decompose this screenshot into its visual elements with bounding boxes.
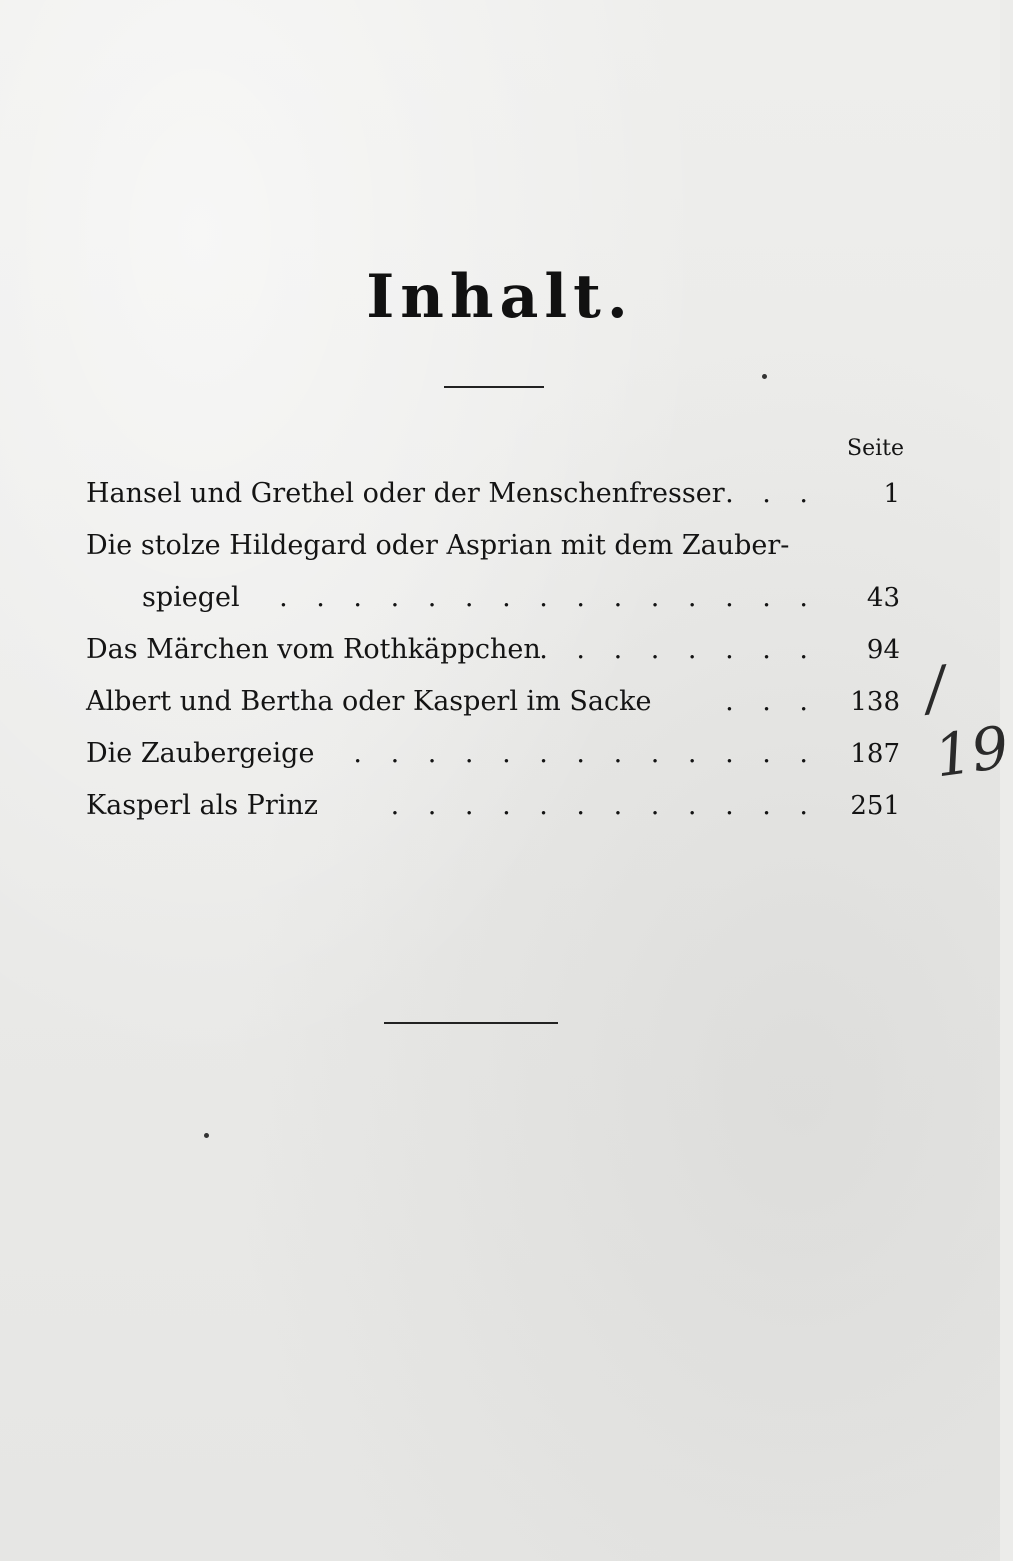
ink-speck <box>762 374 767 379</box>
toc-entry-title: spiegel <box>142 582 240 613</box>
toc-entry-leader: . . . . . . . . . . . . <box>390 790 818 821</box>
closing-divider <box>384 1022 558 1024</box>
toc-entry-title: Albert und Bertha oder Kasperl im Sacke <box>86 686 652 717</box>
toc-entry <box>86 676 904 728</box>
toc-entry-leader: . . . . . . . . <box>539 634 818 665</box>
toc-entry-page: 94 <box>866 635 900 665</box>
table-of-contents <box>86 468 904 832</box>
toc-entry <box>86 780 904 832</box>
handwritten-margin-note: / 19 <box>920 653 1013 791</box>
toc-entry-page: 138 <box>850 687 900 717</box>
ink-speck <box>204 1133 209 1138</box>
toc-entry-title: Kasperl als Prinz <box>86 790 319 821</box>
toc-entry <box>86 468 904 520</box>
toc-entry-leader: . . . <box>725 686 818 717</box>
toc-entry-page: 187 <box>850 739 900 769</box>
page-column-header: Seite <box>847 436 904 461</box>
toc-entry-page: 43 <box>866 583 900 613</box>
toc-entry-leader: . . . . . . . . . . . . . . . <box>279 582 818 613</box>
toc-entry-title: Das Märchen vom Rothkäppchen <box>86 634 541 665</box>
toc-entry-leader: . . . <box>725 478 818 509</box>
title-divider <box>444 386 544 388</box>
toc-entry <box>86 520 904 572</box>
toc-entry <box>86 624 904 676</box>
toc-entry-continuation <box>86 572 904 624</box>
toc-entry-page: 1 <box>883 479 900 509</box>
page-title: Inhalt. <box>366 262 634 332</box>
toc-entry-page: 251 <box>850 791 900 821</box>
toc-entry <box>86 728 904 780</box>
toc-entry-title: Die stolze Hildegard oder Asprian mit dem Zauber- <box>86 530 790 561</box>
toc-entry-leader: . . . . . . . . . . . . . <box>353 738 818 769</box>
toc-entry-title: Hansel und Grethel oder der Menschenfresser <box>86 478 725 509</box>
toc-entry-title: Die Zaubergeige <box>86 738 315 769</box>
